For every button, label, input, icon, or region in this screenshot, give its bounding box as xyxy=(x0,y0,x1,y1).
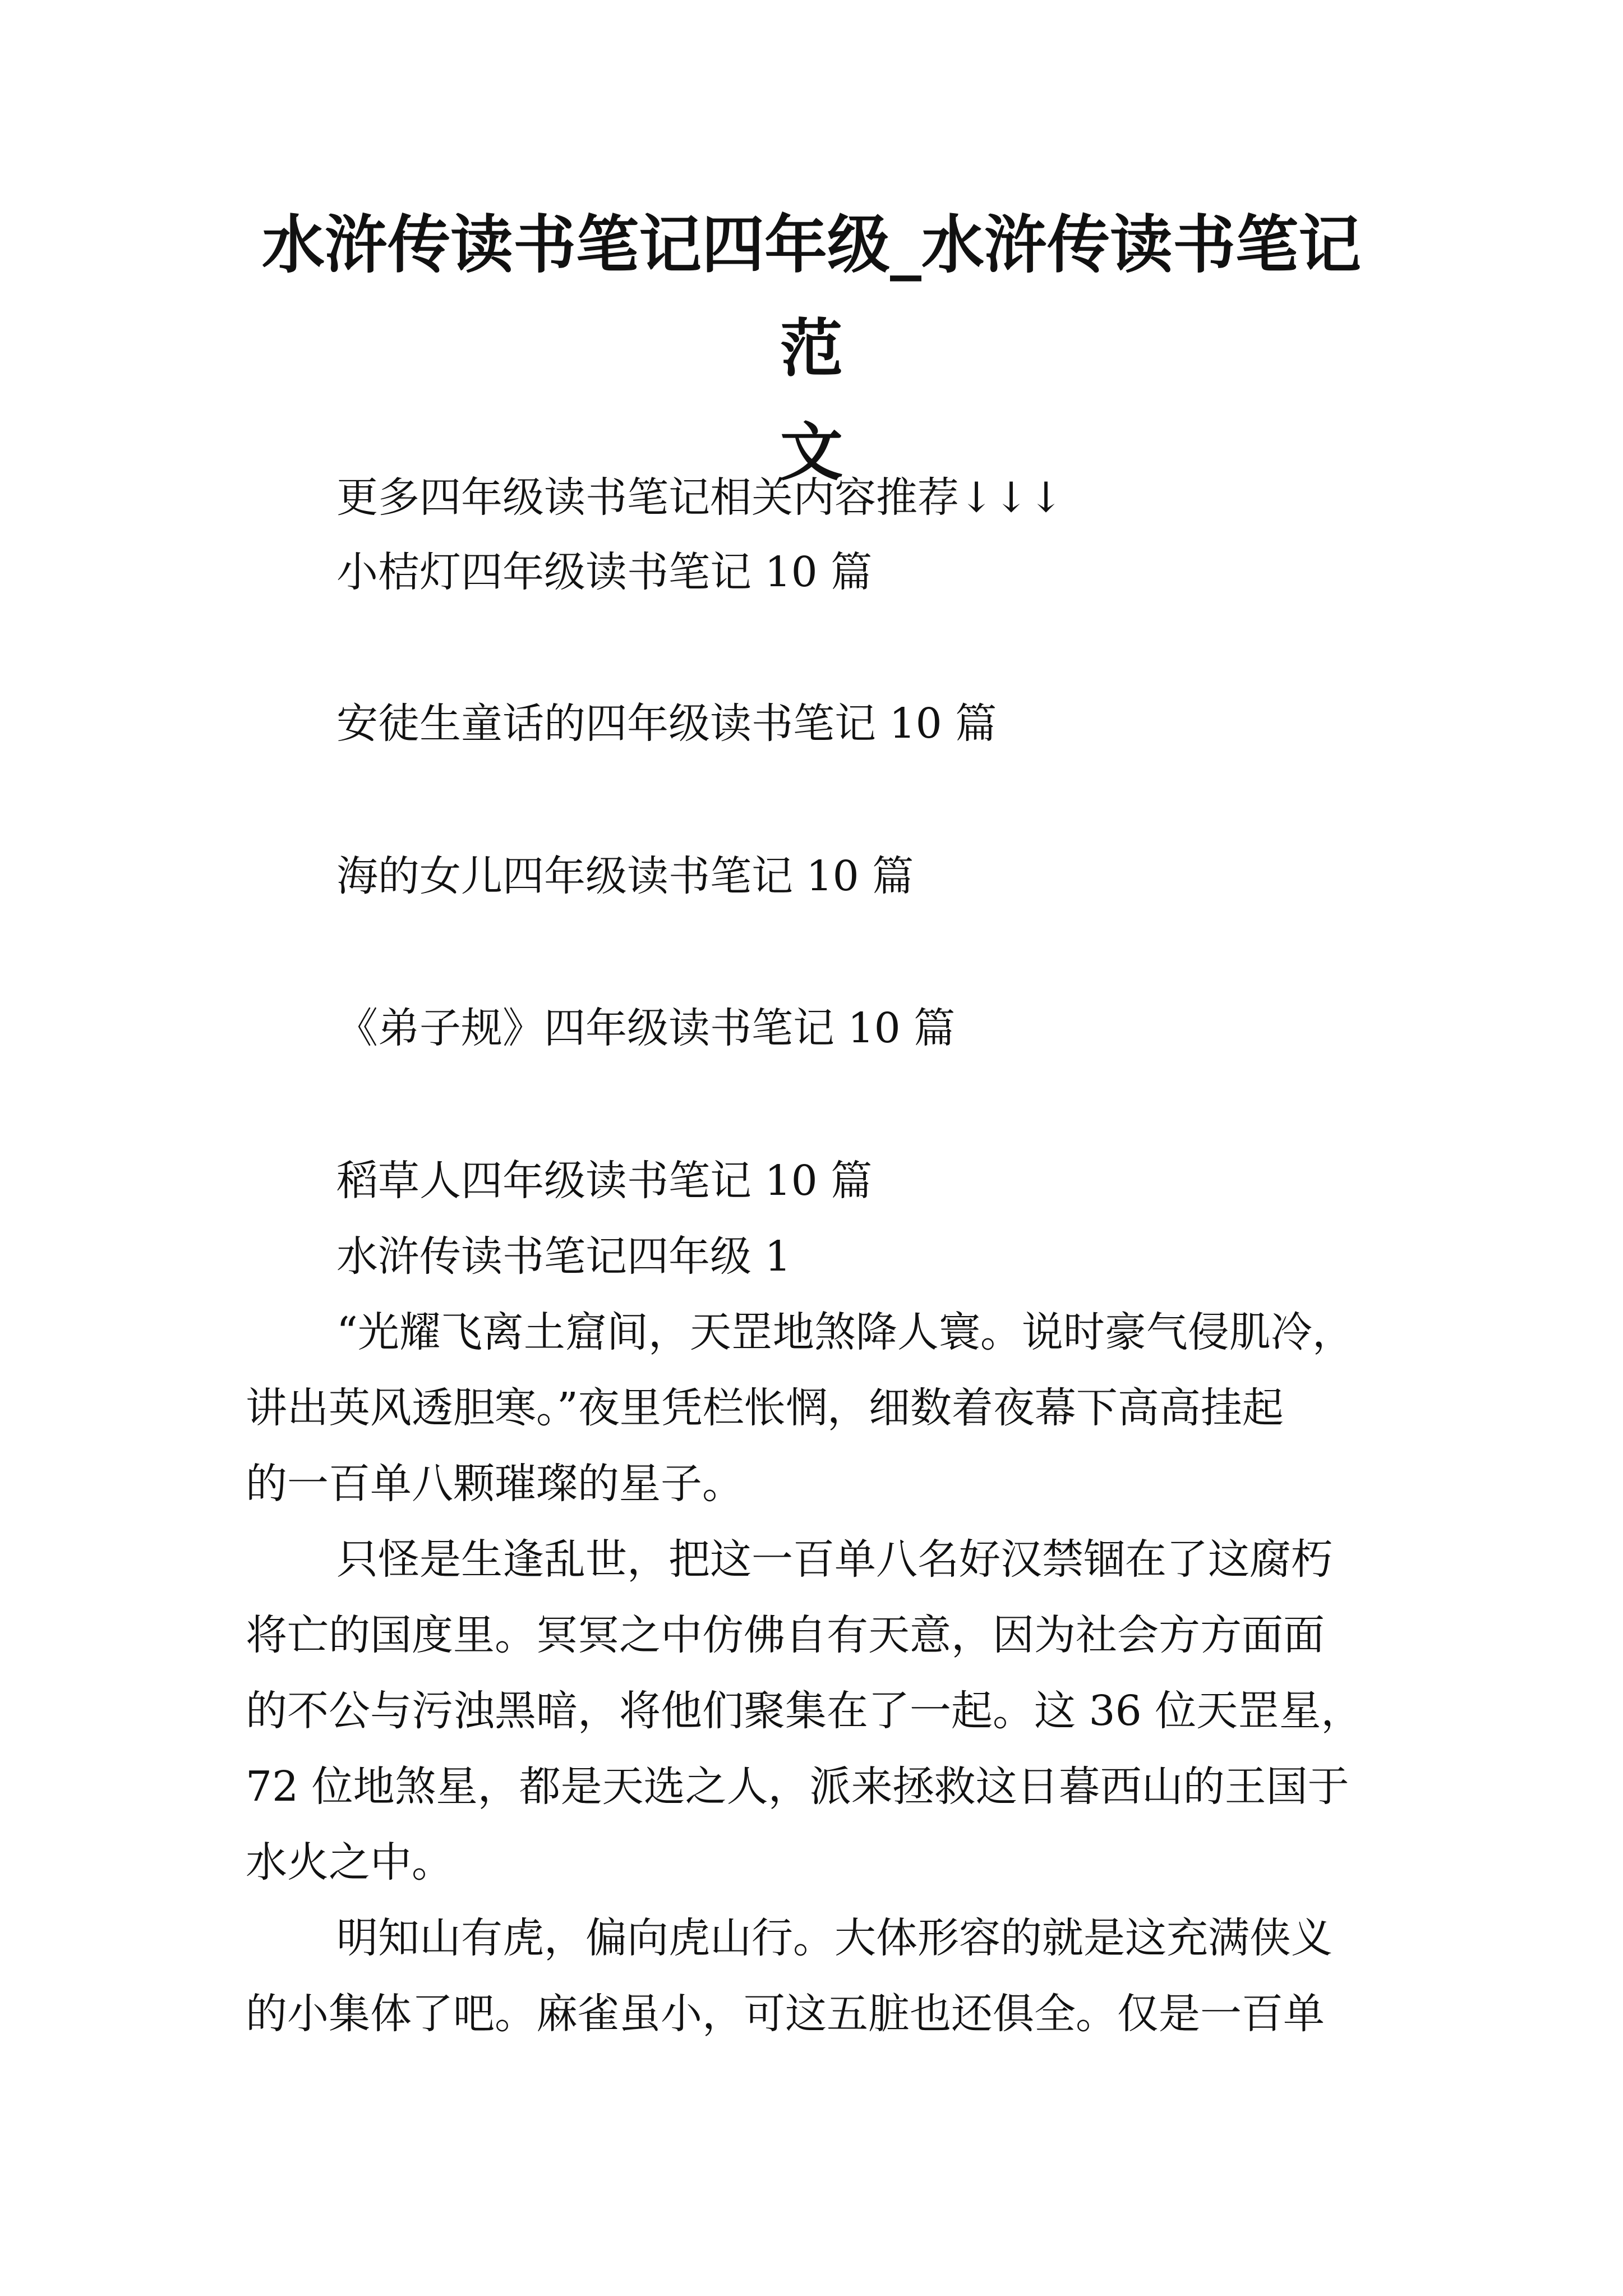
paragraph-1-line-1: “光耀飞离土窟间，天罡地煞降人寰。说时豪气侵肌冷， xyxy=(336,1308,1354,1356)
recommend-link-5[interactable]: 稻草人四年级读书笔记 10 篇 xyxy=(336,1157,873,1205)
paragraph-3-line-1: 明知山有虎，偏向虎山行。大体形容的就是这充满侠义 xyxy=(336,1914,1332,1962)
paragraph-2-line-1: 只怪是生逢乱世，把这一百单八名好汉禁锢在了这腐朽 xyxy=(336,1535,1332,1584)
recommend-link-4[interactable]: 《弟子规》四年级读书笔记 10 篇 xyxy=(336,1004,956,1052)
section-heading: 水浒传读书笔记四年级 1 xyxy=(336,1232,791,1281)
paragraph-2-line-4: 72 位地煞星，都是天选之人，派来拯救这日暮西山的王国于 xyxy=(246,1763,1349,1811)
paragraph-1-line-2: 讲出英风透胆寒。”夜里凭栏怅惘，细数着夜幕下高高挂起 xyxy=(246,1384,1284,1432)
recommend-link-2[interactable]: 安徒生童话的四年级读书笔记 10 篇 xyxy=(336,700,997,748)
paragraph-3-line-2: 的小集体了吧。麻雀虽小，可这五脏也还俱全。仅是一百单 xyxy=(246,1990,1325,2038)
document-title xyxy=(241,194,1382,505)
paragraph-2-line-3: 的不公与污浊黑暗，将他们聚集在了一起。这 36 位天罡星， xyxy=(246,1687,1363,1735)
recommend-link-1[interactable]: 小桔灯四年级读书笔记 10 篇 xyxy=(336,548,873,596)
recommend-link-3[interactable]: 海的女儿四年级读书笔记 10 篇 xyxy=(336,852,914,900)
paragraph-2-line-2: 将亡的国度里。冥冥之中仿佛自有天意，因为社会方方面面 xyxy=(246,1611,1325,1659)
recommend-line: 更多四年级读书笔记相关内容推荐↓↓↓ xyxy=(336,473,1064,522)
title-line-2: 文 xyxy=(780,416,843,489)
paragraph-1-line-3: 的一百单八颗璀璨的星子。 xyxy=(246,1460,744,1508)
paragraph-2-line-5: 水火之中。 xyxy=(246,1838,453,1887)
title-line-1: 水浒传读书笔记四年级_水浒传读书笔记范 xyxy=(262,209,1361,385)
